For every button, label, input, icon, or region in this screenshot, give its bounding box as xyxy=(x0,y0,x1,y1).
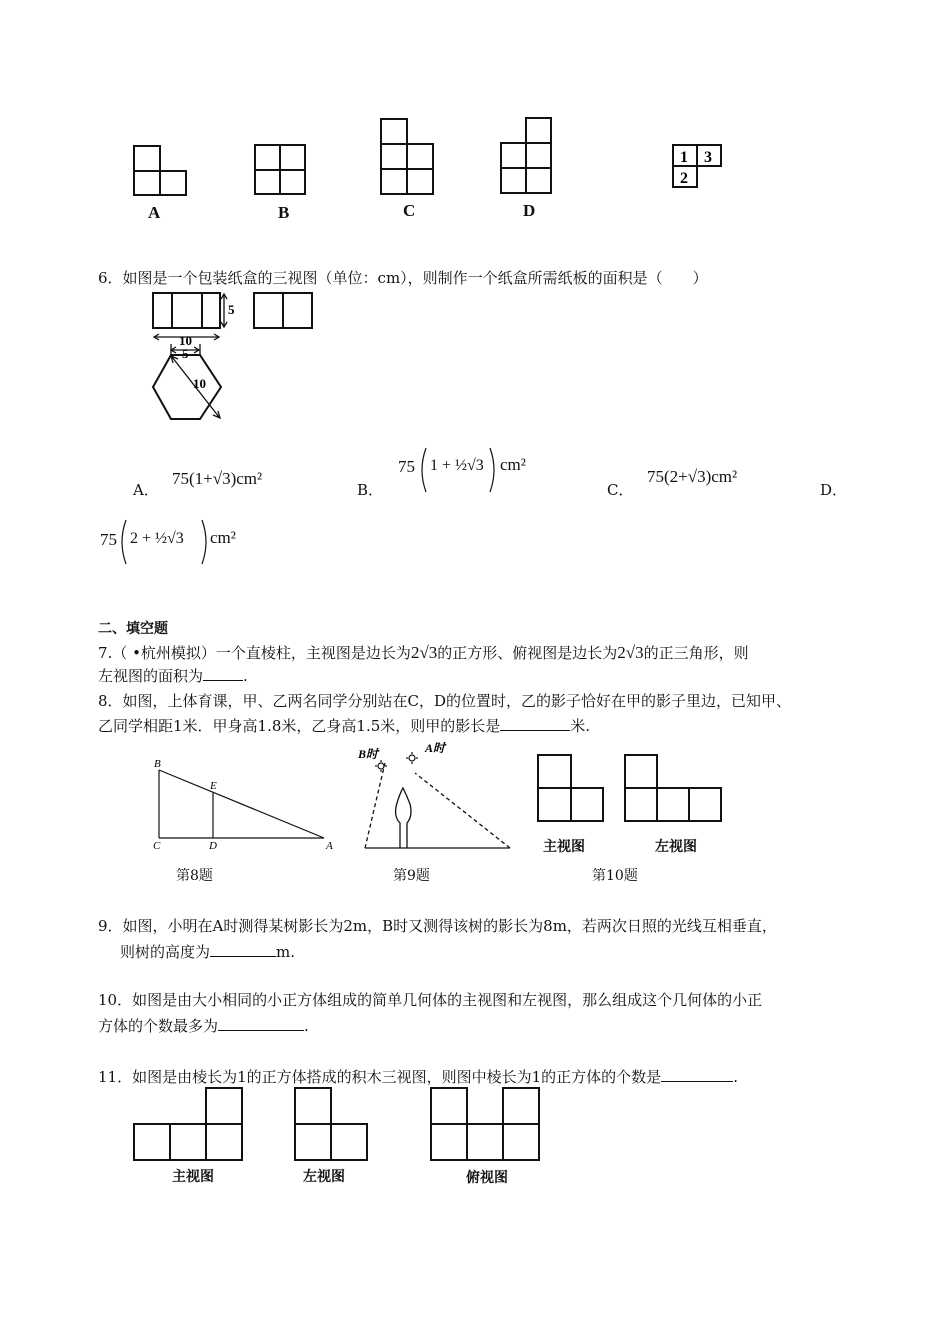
q7-radical-1: 2√3 xyxy=(410,643,438,662)
fig8-label-c: C xyxy=(153,840,161,852)
q6-option-b-coef: 75 xyxy=(398,457,415,476)
q6-option-a-expr: 75(1+√3)cm² xyxy=(172,469,263,488)
q11-left-view xyxy=(294,1087,372,1163)
net-label-1: 1 xyxy=(680,149,688,166)
fig8-label-b: B xyxy=(154,758,161,770)
q11-line1: 11．如图是由棱长为1的正方体搭成的积木三视图，则图中棱长为1的正方体的个数是 . xyxy=(98,1068,738,1086)
fig10-main-view-label: 主视图 xyxy=(543,839,585,855)
fig9-label-a: A时 xyxy=(425,741,446,755)
figure-option-b xyxy=(254,144,310,200)
q10-answer-blank[interactable] xyxy=(218,1015,304,1031)
q10-line1: 10．如图是由大小相同的小正方体组成的简单几何体的主视图和左视图，那么组成这个几何体的小正 xyxy=(98,991,763,1009)
figure-option-a xyxy=(133,145,193,225)
q6-three-view-figure xyxy=(152,292,332,432)
fig8-label-a: A xyxy=(326,840,333,852)
q11-left-view-label: 左视图 xyxy=(303,1169,345,1185)
q6-option-d-label: D． xyxy=(820,481,848,499)
q6-option-b-inner: 1 + ½√3 xyxy=(430,457,484,474)
q6-option-c-label: C． xyxy=(607,481,634,499)
figure-8 xyxy=(150,758,340,858)
q6-option-d-inner: 2 + ½√3 xyxy=(130,530,184,547)
sun-icon-a xyxy=(406,752,418,764)
q7-line1: 7.（ •杭州模拟）一个直棱柱，主视图是边长为2√3的正方形、俯视图是边长为2√3的正三角形，则 xyxy=(98,643,749,662)
fig10-caption: 第10题 xyxy=(592,868,638,884)
dim-height-5: 5 xyxy=(228,302,235,317)
q6-option-b-unit: cm² xyxy=(500,455,526,474)
q11-main-view xyxy=(133,1087,245,1163)
option-a-label: A xyxy=(148,203,161,222)
figure-option-c xyxy=(380,118,440,198)
q6-option-d-unit: cm² xyxy=(210,528,236,547)
q11-top-view-label: 俯视图 xyxy=(466,1170,508,1186)
q6-option-c-expr: 75(2+√3)cm² xyxy=(647,467,738,486)
net-label-2: 2 xyxy=(680,170,688,187)
dim-side-5: 5 xyxy=(182,346,189,361)
q6-text: 6．如图是一个包装纸盒的三视图（单位：cm），则制作一个纸盒所需纸板的面积是（ ） xyxy=(98,269,708,287)
figure-10-main-view xyxy=(537,754,607,824)
q8-answer-blank[interactable] xyxy=(500,715,570,731)
q7-radical-2: 2√3 xyxy=(617,643,644,662)
q9-line1: 9．如图，小明在A时测得某树影长为2m，B时又测得该树的影长为8m，若两次日照的光线互相垂直， xyxy=(98,917,777,935)
q6-option-b-label: B． xyxy=(357,481,384,499)
figure-10-left-view xyxy=(624,754,724,824)
net-label-3: 3 xyxy=(704,149,712,166)
q11-answer-blank[interactable] xyxy=(661,1066,733,1082)
section-heading: 二、填空题 xyxy=(98,621,168,637)
q7-answer-blank[interactable] xyxy=(203,665,243,681)
q10-line2: 方体的个数最多为 . xyxy=(98,1017,309,1035)
fig9-label-b: B时 xyxy=(358,747,379,761)
option-c-label: C xyxy=(403,201,416,220)
fig8-label-d: D xyxy=(209,840,217,852)
option-b-label: B xyxy=(278,203,290,222)
q8-line2: 乙同学相距1米．甲身高1.8米，乙身高1.5米，则甲的影长是 米. xyxy=(98,717,591,735)
q11-main-view-label: 主视图 xyxy=(172,1169,214,1185)
figure-9 xyxy=(355,738,520,858)
q8-line1: 8．如图，上体育课，甲、乙两名同学分别站在C，D的位置时，乙的影子恰好在甲的影子里边，已知甲、 xyxy=(98,692,792,710)
q7-line2: 左视图的面积为 . xyxy=(98,667,248,685)
fig8-label-e: E xyxy=(210,780,217,792)
figure-option-d xyxy=(500,117,560,197)
dim-width-10: 10 xyxy=(179,333,192,348)
q6-option-d-coef: 75 xyxy=(100,530,117,549)
sun-icon-b xyxy=(375,760,387,772)
dim-diagonal-10: 10 xyxy=(193,376,206,391)
fig9-caption: 第9题 xyxy=(393,868,430,884)
q9-line2: 则树的高度为 m. xyxy=(120,943,296,961)
q9-answer-blank[interactable] xyxy=(210,941,276,957)
q11-top-view xyxy=(430,1087,545,1163)
q6-option-a-label: A． xyxy=(133,481,159,499)
fig8-caption: 第8题 xyxy=(176,868,213,884)
fig10-left-view-label: 左视图 xyxy=(655,839,697,855)
option-d-label: D xyxy=(523,201,536,220)
numbered-net-figure xyxy=(672,144,724,192)
